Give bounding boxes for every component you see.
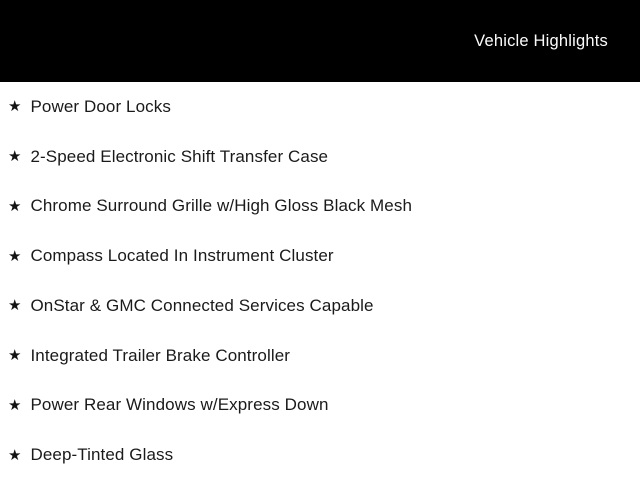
vehicle-highlights-header [0,0,640,82]
star-icon: ★ [8,197,22,215]
star-icon: ★ [8,297,22,315]
star-icon: ★ [8,396,22,414]
highlight-label: 2-Speed Electronic Shift Transfer Case [30,146,329,166]
highlight-item [0,132,640,182]
star-icon: ★ [8,148,22,166]
highlight-label: Power Rear Windows w/Express Down [30,395,329,415]
highlight-label: Compass Located In Instrument Cluster [30,246,334,266]
star-icon: ★ [8,98,22,116]
star-icon: ★ [8,247,22,265]
highlight-item [0,331,640,381]
highlights-list [0,82,640,480]
highlight-label: OnStar & GMC Connected Services Capable [30,295,374,315]
highlight-label: Deep-Tinted Glass [30,445,174,465]
highlight-item [0,82,640,132]
star-icon: ★ [8,446,22,464]
highlight-item [0,430,640,480]
highlight-label: Power Door Locks [30,96,171,116]
highlight-item [0,381,640,431]
highlight-label: Chrome Surround Grille w/High Gloss Black Mesh [30,196,413,216]
highlight-label: Integrated Trailer Brake Controller [30,345,291,365]
highlight-item [0,281,640,331]
star-icon: ★ [8,347,22,365]
highlight-item [0,182,640,232]
highlight-item [0,231,640,281]
page-title: Vehicle Highlights [474,31,608,50]
